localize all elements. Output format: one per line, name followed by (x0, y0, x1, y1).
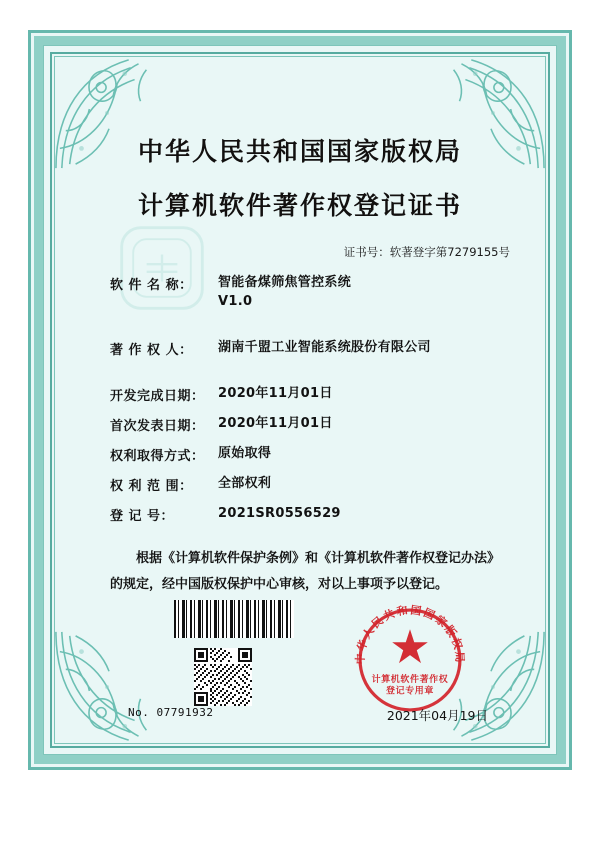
field-value: 2020年11月01日 (218, 415, 333, 431)
qr-code (194, 648, 252, 706)
barcode-number: No. 07791932 (128, 706, 214, 719)
field-rights-acquisition (110, 445, 512, 464)
field-spacer (110, 323, 512, 339)
field-label: 软 件 名 称： (110, 278, 193, 293)
field-development-date (110, 385, 512, 404)
field-value: 湖南千盟工业智能系统股份有限公司 (218, 339, 431, 355)
field-value-line1: 智能备煤筛焦管控系统 (218, 275, 352, 290)
official-seal (346, 596, 474, 724)
field-rights-scope (110, 475, 512, 494)
field-copyright-owner (110, 339, 512, 358)
barcode (174, 600, 294, 638)
field-value: 2021SR0556529 (218, 505, 341, 521)
field-value: 原始取得 (218, 445, 272, 461)
field-spacer (110, 369, 512, 385)
page-title: 计算机软件著作权登记证书 (137, 191, 462, 220)
field-value: 全部权利 (218, 475, 272, 491)
field-value (218, 274, 512, 312)
certificate-content (68, 70, 532, 730)
certificate-number-label: 证书号： (343, 245, 390, 259)
field-label: 权 利 范 围： (110, 478, 193, 494)
field-first-publish-date (110, 415, 512, 434)
certificate-fields (68, 274, 532, 524)
field-value: 2020年11月01日 (218, 385, 333, 401)
svg-text:中华人民共和国国家版权局: 中华人民共和国国家版权局 (353, 603, 467, 665)
field-label: 登 记 号： (110, 508, 175, 524)
field-label: 首次发表日期： (110, 418, 205, 434)
field-label: 开发完成日期： (110, 388, 205, 404)
svg-text:计算机软件著作权: 计算机软件著作权 (371, 674, 449, 685)
certificate-number (68, 244, 532, 260)
statement-paragraph: 根据《计算机软件保护条例》和《计算机软件著作权登记办法》的规定，经中国版权保护中心审核，对以上事项予以登记。 (110, 550, 494, 592)
certificate-number-value: 软著登字第7279155号 (389, 245, 510, 259)
svg-text:登记专用章: 登记专用章 (386, 686, 434, 697)
field-label: 著 作 权 人： (110, 342, 193, 358)
issue-date: 2021年04月19日 (386, 708, 488, 723)
field-registration-number (110, 505, 512, 524)
field-software-name (110, 274, 512, 312)
issuer-title: 中华人民共和国国家版权局 (137, 137, 462, 166)
field-value-line2: V1.0 (218, 293, 253, 309)
field-label: 权利取得方式： (110, 448, 205, 464)
certificate-document (28, 30, 572, 770)
